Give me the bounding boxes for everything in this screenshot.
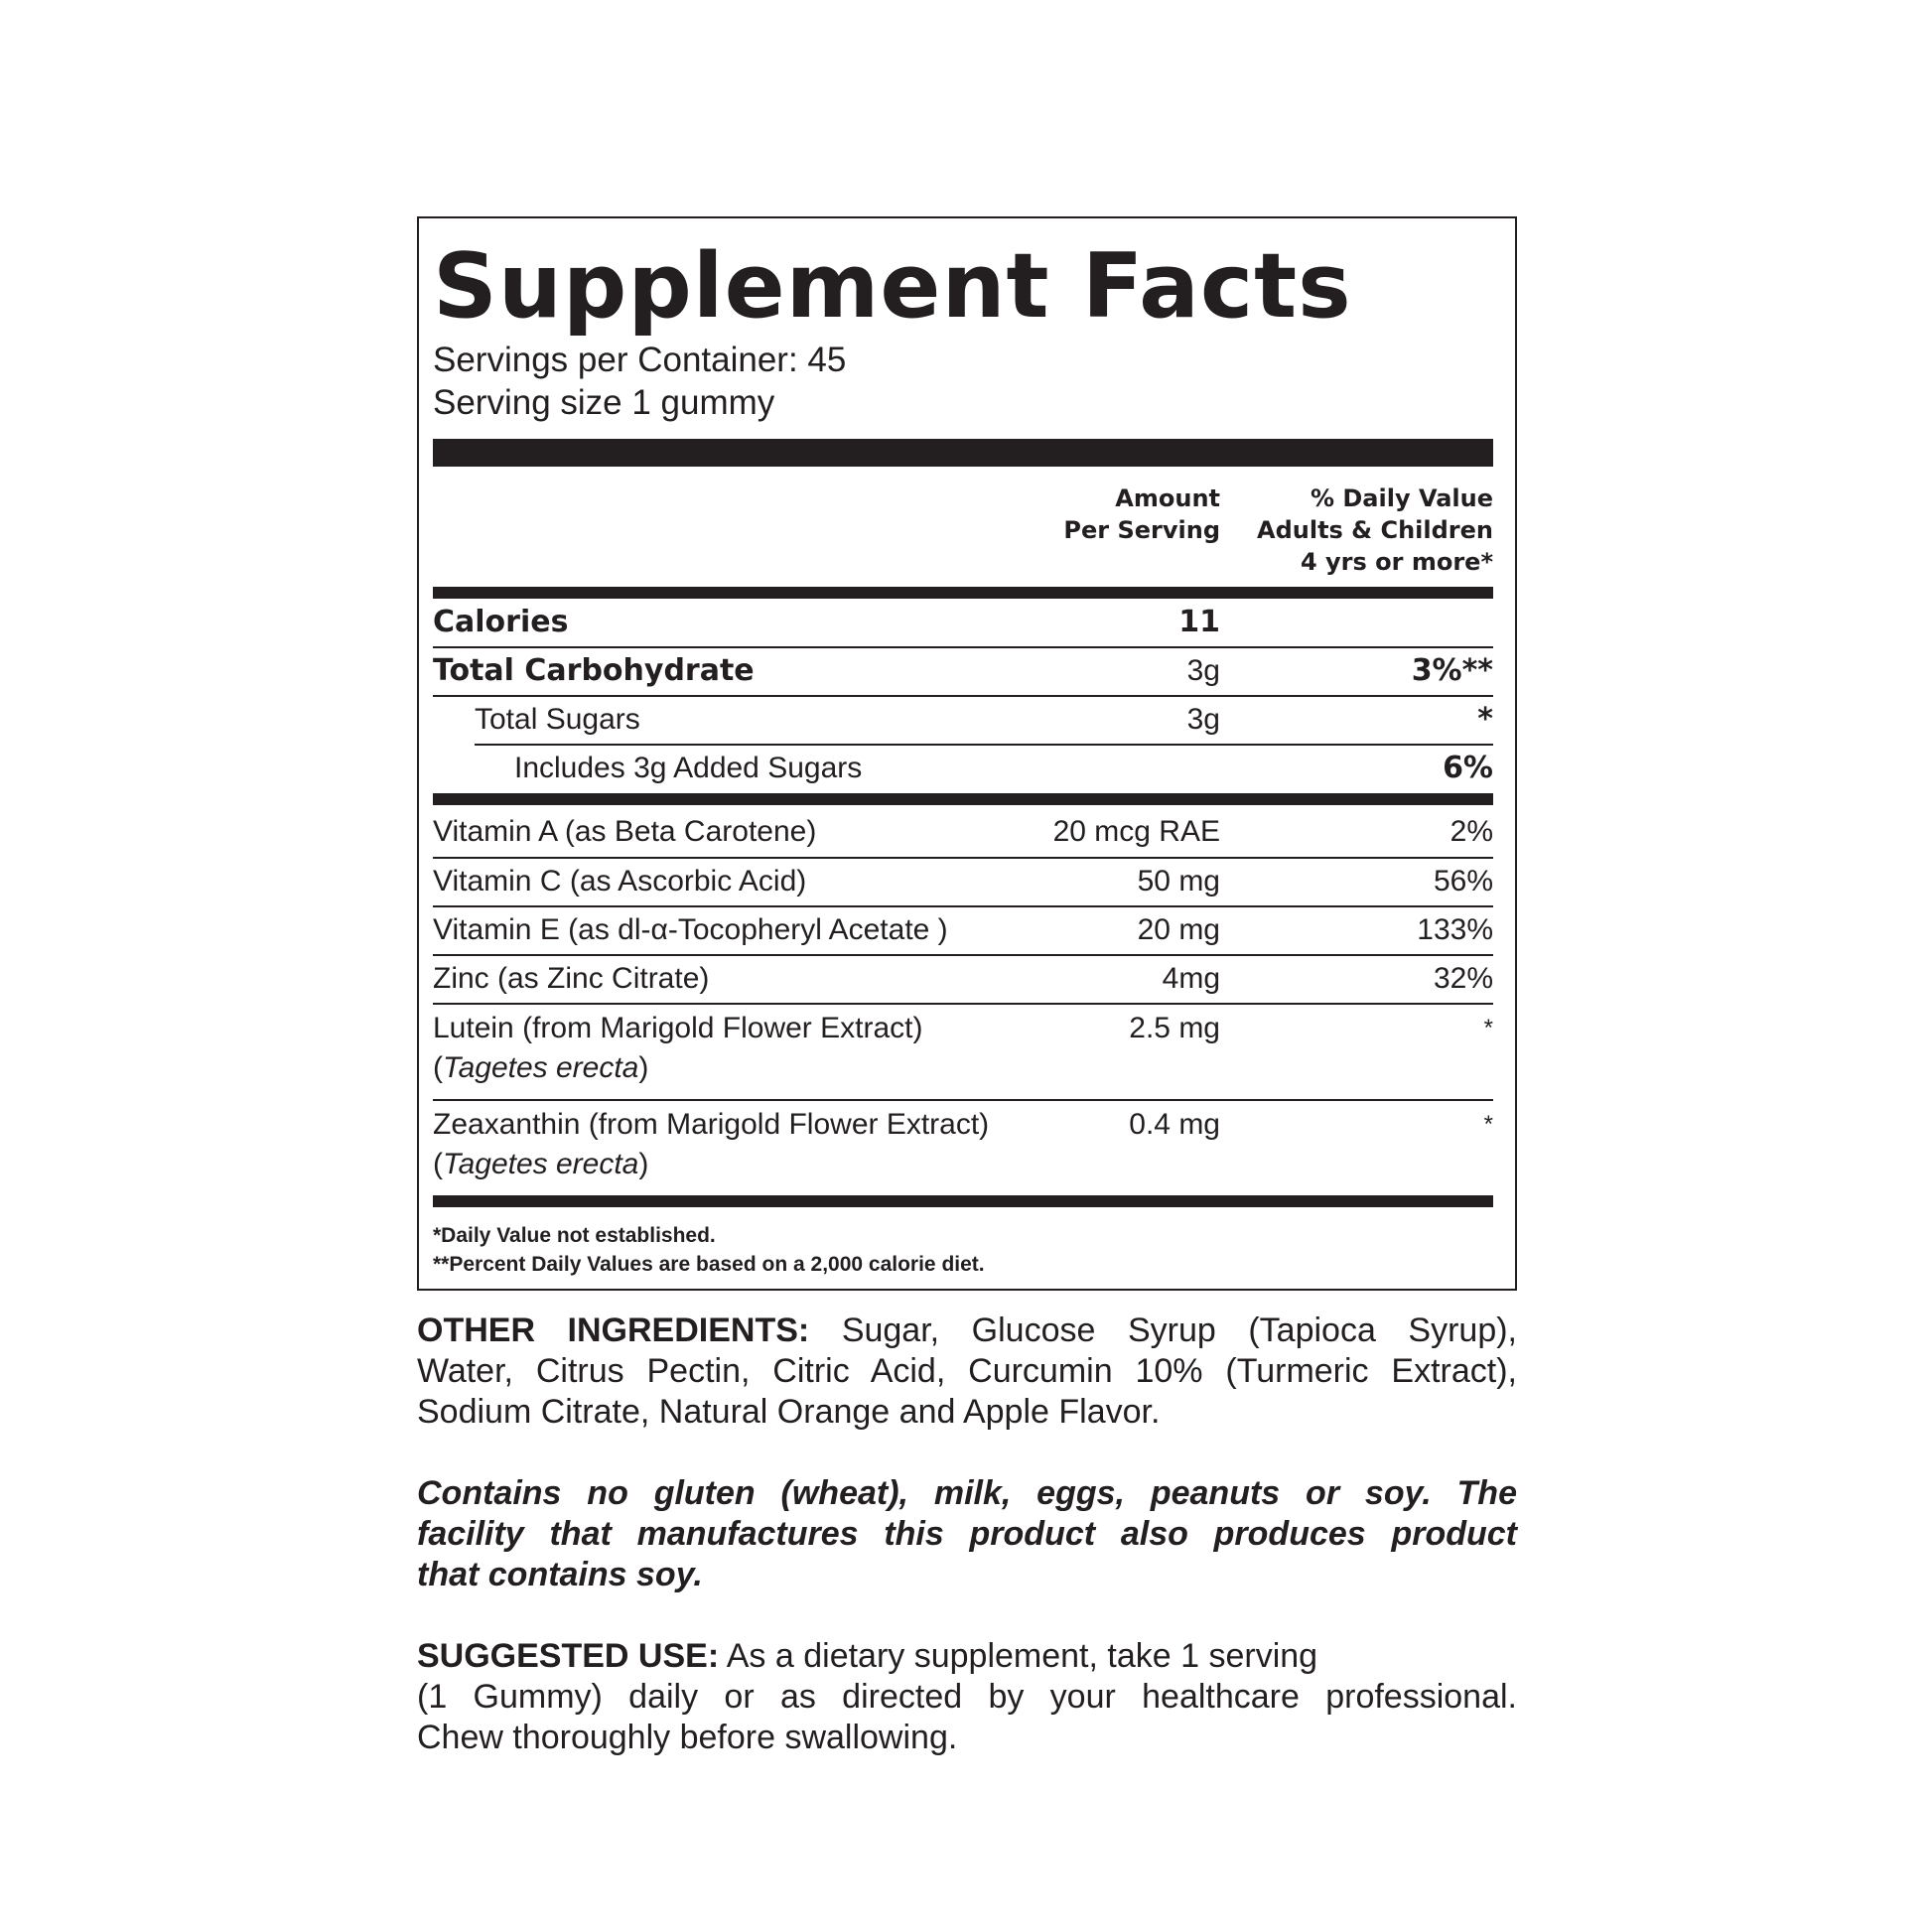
other-ingredients-line: Water, Citrus Pectin, Citric Acid, Curcumin 10% (Turmeric Extract), [417, 1352, 1517, 1390]
nutrient-source-close: ) [638, 1148, 649, 1180]
nutrient-row [433, 1105, 1493, 1184]
macro-label: Total Sugars [475, 703, 640, 736]
daily-value-header [1257, 483, 1493, 578]
amount-header-line: Per Serving [1063, 516, 1220, 544]
amount-header [1063, 483, 1220, 546]
medium-divider [433, 1195, 1493, 1207]
macro-daily-value: 6% [1443, 751, 1493, 785]
nutrient-label [433, 1009, 922, 1088]
suggested-use-heading: SUGGESTED USE: [417, 1637, 720, 1675]
nutrient-source-name: Tagetes erecta [443, 1051, 639, 1084]
macro-daily-value: 3%** [1411, 653, 1493, 688]
macro-amount: 11 [1178, 605, 1220, 639]
footnote: *Daily Value not established. [433, 1224, 716, 1247]
macro-row [433, 600, 1493, 645]
allergen-line: Contains no gluten (wheat), milk, eggs, peanuts or soy. The [417, 1474, 1517, 1512]
nutrient-label: Zinc (as Zinc Citrate) [433, 962, 710, 995]
suggested-use-line: Chew thoroughly before swallowing. [417, 1719, 958, 1756]
nutrient-amount: 20 mg [1137, 913, 1220, 946]
macro-daily-value: * [1477, 702, 1493, 737]
macro-row [433, 697, 1493, 743]
medium-divider [433, 793, 1493, 805]
macro-amount: 3g [1186, 703, 1220, 736]
macro-row [433, 746, 1493, 791]
macro-label: Calories [433, 605, 569, 639]
row-divider [433, 1003, 1493, 1005]
nutrient-source-open: ( [433, 1051, 443, 1084]
nutrient-row [433, 859, 1493, 904]
nutrient-amount: 20 mcg RAE [1052, 815, 1220, 848]
nutrient-daily-value: 32% [1433, 962, 1493, 995]
nutrient-amount: 4mg [1162, 962, 1220, 995]
nutrient-label-text: Lutein (from Marigold Flower Extract) [433, 1012, 923, 1044]
nutrient-label: Vitamin A (as Beta Carotene) [433, 815, 817, 848]
nutrient-row [433, 907, 1493, 953]
daily-value-header-line: % Daily Value [1310, 484, 1493, 512]
nutrient-source-close: ) [638, 1051, 649, 1084]
panel-title: Supplement Facts [433, 234, 1352, 339]
other-ingredients-text: Sugar, Glucose Syrup (Tapioca Syrup), [841, 1311, 1517, 1349]
servings-per-container: Servings per Container: 45 [433, 341, 847, 379]
nutrient-amount: 50 mg [1137, 865, 1220, 897]
suggested-use-line [417, 1636, 1517, 1677]
nutrient-amount: 0.4 mg [1129, 1108, 1220, 1141]
allergen-line: that contains soy. [417, 1556, 703, 1593]
nutrient-daily-value: 2% [1449, 815, 1493, 848]
nutrient-source-open: ( [433, 1148, 443, 1180]
daily-value-header-line: 4 yrs or more* [1300, 548, 1493, 576]
nutrient-row [433, 956, 1493, 1002]
suggested-use-text: As a dietary supplement, take 1 serving [726, 1637, 1318, 1675]
nutrient-label: Vitamin C (as Ascorbic Acid) [433, 865, 807, 897]
allergen-line: facility that manufactures this product also produces product [417, 1515, 1517, 1553]
nutrient-daily-value: 56% [1433, 865, 1493, 897]
nutrient-label [433, 1105, 989, 1184]
nutrient-label: Vitamin E (as dl-α-Tocopheryl Acetate ) [433, 913, 948, 946]
footnote: **Percent Daily Values are based on a 2,000 calorie diet. [433, 1253, 985, 1276]
serving-size: Serving size 1 gummy [433, 383, 775, 422]
amount-header-line: Amount [1115, 484, 1220, 512]
nutrient-label-text: Zeaxanthin (from Marigold Flower Extract) [433, 1108, 990, 1141]
thick-divider [433, 439, 1493, 467]
nutrient-amount: 2.5 mg [1129, 1012, 1220, 1044]
other-ingredients-heading: OTHER INGREDIENTS: [417, 1311, 810, 1349]
macro-amount: 3g [1186, 654, 1220, 687]
other-ingredients [417, 1311, 1517, 1433]
macro-label: Includes 3g Added Sugars [514, 752, 863, 784]
supplement-facts-panel [417, 216, 1517, 1291]
suggested-use [417, 1636, 1517, 1758]
nutrient-daily-value: * [1483, 1111, 1493, 1138]
medium-divider [433, 587, 1493, 599]
macro-label: Total Carbohydrate [433, 653, 755, 688]
nutrient-daily-value: * [1483, 1015, 1493, 1041]
suggested-use-line: (1 Gummy) daily or as directed by your healthcare professional. [417, 1678, 1517, 1716]
daily-value-header-line: Adults & Children [1257, 516, 1493, 544]
nutrient-source-name: Tagetes erecta [443, 1148, 639, 1180]
other-ingredients-line: Sodium Citrate, Natural Orange and Apple Flavor. [417, 1393, 1161, 1431]
macro-row [433, 648, 1493, 694]
other-ingredients-line [417, 1311, 1517, 1351]
nutrient-row [433, 809, 1493, 855]
nutrient-row [433, 1009, 1493, 1088]
row-divider [433, 1099, 1493, 1101]
allergen-statement [417, 1473, 1517, 1595]
nutrient-daily-value: 133% [1417, 913, 1493, 946]
